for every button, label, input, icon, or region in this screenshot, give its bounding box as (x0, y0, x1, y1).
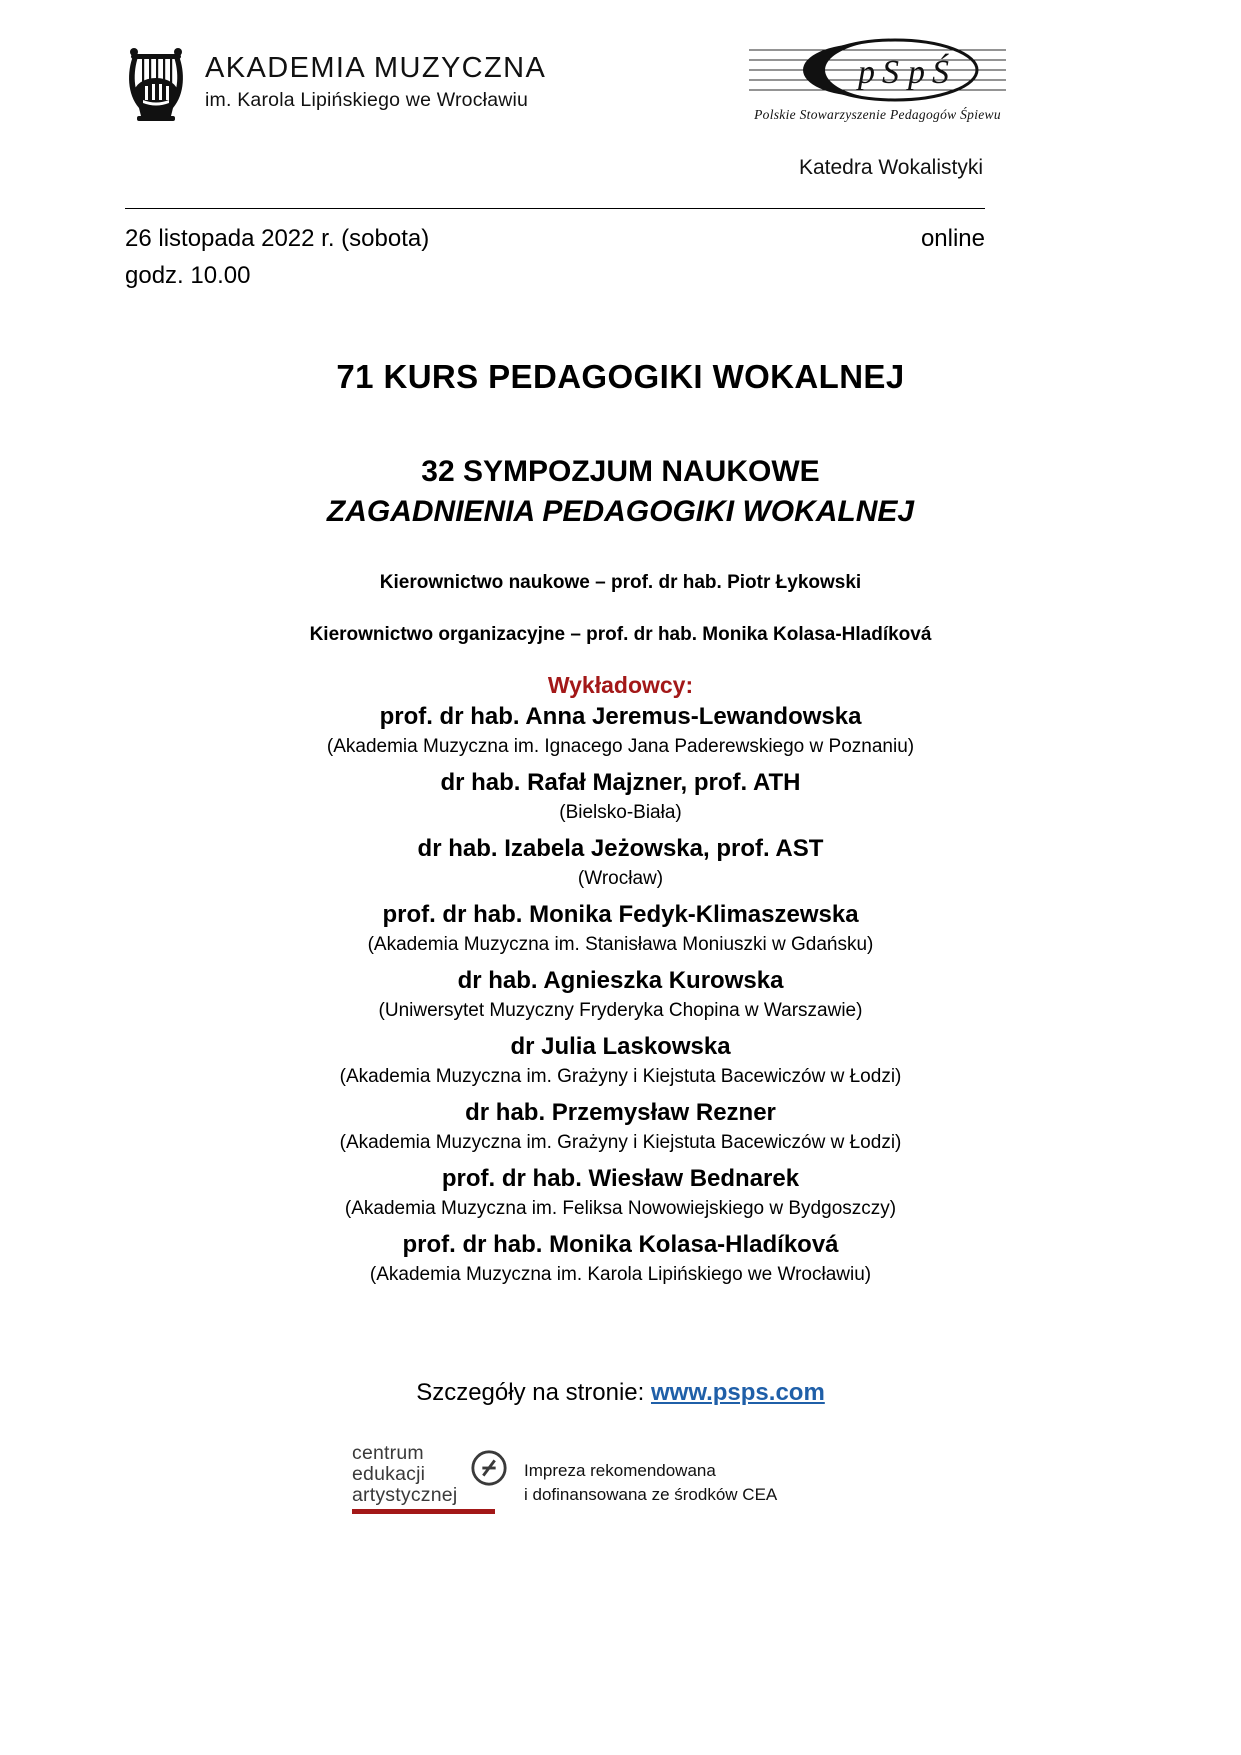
academy-subtitle: im. Karola Lipińskiego we Wrocławiu (205, 89, 529, 112)
psps-logo (745, 28, 1010, 123)
page-title: 71 KURS PEDAGOGIKI WOKALNEJ (336, 358, 905, 395)
event-date: 26 listopada 2022 r. (sobota) (125, 225, 430, 252)
lecturer-institution: (Akademia Muzyczna im. Ignacego Jana Paderewskiego w Poznaniu) (326, 736, 915, 758)
secondary-title-line2: ZAGADNIENIA PEDAGOGIKI WOKALNEJ (326, 494, 915, 528)
funding-note (524, 1443, 777, 1507)
lecturer-institution: (Akademia Muzyczna im. Grażyny i Kiejstuta Bacewiczów w Łodzi) (339, 1066, 902, 1088)
lecturer-name: prof. dr hab. Wiesław Bednarek (441, 1165, 800, 1193)
list-item (0, 964, 1241, 1025)
details-label: Szczegóły na stronie: (416, 1379, 645, 1406)
event-info (125, 220, 985, 294)
list-item (0, 700, 1241, 761)
lecturer-institution: (Akademia Muzyczna im. Feliksa Nowowiejskiego w Bydgoszczy) (344, 1198, 897, 1220)
page-footer (352, 1443, 777, 1514)
header-divider (125, 208, 985, 209)
cea-line-2: edukacji (352, 1462, 426, 1485)
lecturer-name: dr hab. Przemysław Rezner (465, 1099, 776, 1127)
lecturer-institution: (Akademia Muzyczna im. Stanisława Moniuszki w Gdańsku) (367, 934, 874, 956)
academy-title: AKADEMIA MUZYCZNA (205, 52, 547, 85)
list-item (0, 766, 1241, 827)
lecturer-name: dr Julia Laskowska (510, 1033, 731, 1061)
psps-staff-logo-icon (745, 28, 1010, 113)
svg-text:S: S (882, 54, 899, 91)
list-item (0, 1096, 1241, 1157)
secondary-title-line1: 32 SYMPOZJUM NAUKOWE (421, 455, 820, 488)
lecturer-institution: (Uniwersytet Muzyczny Fryderyka Chopina w Warszawie) (378, 1000, 863, 1022)
cea-accent-bar (352, 1509, 495, 1514)
lecturer-name: prof. dr hab. Monika Fedyk-Klimaszewska (382, 901, 859, 929)
lecturer-name: dr hab. Rafał Majzner, prof. ATH (440, 769, 801, 797)
details-line (0, 1379, 1241, 1407)
department-label: Katedra Wokalistyki (798, 156, 983, 179)
lecturer-name: prof. dr hab. Monika Kolasa-Hladíková (402, 1231, 839, 1259)
website-link[interactable]: www.psps.com (650, 1379, 825, 1406)
event-mode: online (920, 225, 985, 252)
lecturer-name: dr hab. Izabela Jeżowska, prof. AST (417, 835, 824, 863)
list-item (0, 1030, 1241, 1091)
cea-monogram-icon (470, 1449, 508, 1487)
list-item (0, 898, 1241, 959)
cea-line-3: artystycznej (352, 1483, 458, 1506)
svg-text:Ś: Ś (932, 54, 949, 91)
lecturer-institution: (Akademia Muzyczna im. Grażyny i Kiejstuta Bacewiczów w Łodzi) (339, 1132, 902, 1154)
event-time: godz. 10.00 (125, 262, 251, 290)
lecturer-institution: (Bielsko-Biała) (559, 802, 682, 824)
cea-logo (352, 1443, 502, 1514)
lecturer-name: prof. dr hab. Anna Jeremus-Lewandowska (379, 703, 862, 730)
funding-note-line1: Impreza rekomendowana (524, 1461, 716, 1480)
page-header (0, 0, 1241, 200)
lecturers-heading: Wykładowcy: (547, 672, 694, 698)
list-item (0, 1228, 1241, 1289)
funding-note-line2: i dofinansowana ze środków CEA (524, 1485, 778, 1505)
scientific-leadership: Kierownictwo naukowe – prof. dr hab. Piotr Łykowski (379, 572, 862, 593)
psps-caption: Polskie Stowarzyszenie Pedagogów Śpiewu (754, 107, 1001, 122)
cea-line-1: centrum (352, 1442, 424, 1464)
lecturer-institution: (Wrocław) (577, 868, 664, 890)
lecturer-name: dr hab. Agnieszka Kurowska (457, 967, 784, 995)
lyre-icon (125, 38, 187, 128)
organizational-leadership: Kierownictwo organizacyjne – prof. dr hab. Monika Kolasa-Hladíková (309, 624, 932, 645)
svg-text:p: p (858, 54, 875, 91)
svg-text:p: p (908, 54, 925, 91)
list-item (0, 1162, 1241, 1223)
list-item (0, 832, 1241, 893)
lecturers-list (0, 700, 1241, 1294)
lecturer-institution: (Akademia Muzyczna im. Karola Lipińskiego we Wrocławiu) (369, 1264, 872, 1286)
academy-logo (125, 38, 546, 128)
secondary-title (0, 452, 1241, 532)
